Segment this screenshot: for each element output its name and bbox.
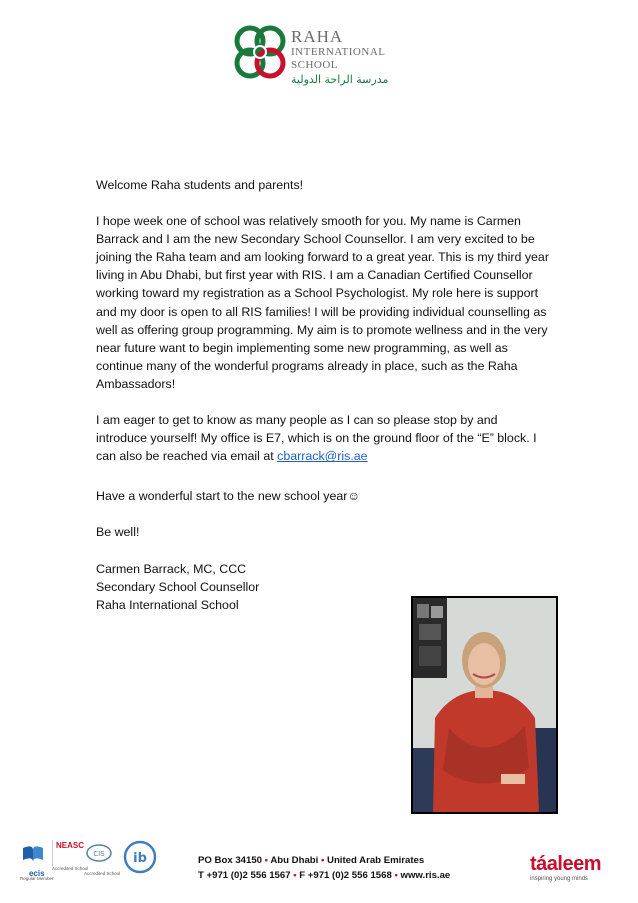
- ecis-logo-icon: [20, 840, 46, 866]
- bullet-separator: •: [394, 870, 398, 881]
- spacer: [96, 542, 551, 560]
- logo-school: SCHOOL: [291, 59, 339, 71]
- taaleem-brand: [530, 854, 601, 882]
- neasc-logo-icon: [52, 840, 85, 866]
- letter-greeting: Welcome Raha students and parents!: [96, 178, 304, 192]
- country: United Arab Emirates: [327, 855, 425, 866]
- neasc-sub: Accredited School: [52, 866, 89, 871]
- logo-arabic-name: مدرسة الراحة الدولية: [291, 73, 389, 86]
- portrait-illustration-icon: [413, 598, 556, 812]
- neasc-name: NEASC: [56, 841, 85, 850]
- cis-badge: [84, 840, 120, 876]
- website-link[interactable]: www.ris.ae: [400, 870, 451, 881]
- letter-sign-off: Be well!: [96, 525, 140, 540]
- ib-logo-text: ib: [133, 851, 147, 866]
- ib-badge: [123, 840, 157, 879]
- po-box: PO Box 34150: [198, 855, 262, 866]
- raha-logo-emblem-icon: [229, 22, 291, 84]
- cis-logo-icon: [84, 840, 114, 866]
- bullet-separator: •: [293, 870, 297, 881]
- logo-raha: RAHA: [291, 27, 344, 46]
- spacer: [96, 465, 551, 487]
- bullet-separator: •: [264, 855, 269, 866]
- cis-logo-text: CIS: [93, 850, 105, 858]
- ecis-sub: Regular Member: [20, 876, 54, 881]
- contact-text: I am eager to get to know as many people as I can so please stop by and introduce yourself! My office is E7, which is on the ground floor of the “E” block. I can also be reached via email at: [96, 413, 537, 464]
- cis-sub: Accredited School: [84, 871, 121, 876]
- ecis-name: ecis: [28, 869, 45, 878]
- letter-body: [96, 176, 551, 614]
- letter-paragraph-contact: [96, 411, 551, 465]
- signature-title: Secondary School Counsellor: [96, 579, 260, 594]
- footer-contact: [198, 853, 488, 883]
- city: Abu Dhabi: [270, 855, 319, 866]
- signature-name: Carmen Barrack, MC, CCC: [96, 561, 247, 576]
- logo-international: INTERNATIONAL: [291, 46, 386, 58]
- ib-logo-icon: [123, 840, 157, 874]
- spacer: [96, 505, 551, 523]
- taaleem-tagline: inspiring young minds: [530, 876, 589, 882]
- telephone: T +971 (0)2 556 1567: [198, 870, 291, 881]
- bullet-separator: •: [320, 855, 325, 866]
- letter-closing-line: Have a wonderful start to the new school year☺: [96, 489, 361, 504]
- signature-school: Raha International School: [96, 597, 239, 612]
- ecis-badge: [20, 840, 54, 881]
- address-row: [198, 853, 488, 868]
- school-logo: [229, 22, 399, 92]
- spacer: [96, 194, 551, 212]
- footer: [0, 830, 638, 903]
- email-link[interactable]: cbarrack@ris.ae: [277, 449, 368, 464]
- counsellor-photo: [411, 596, 558, 814]
- logo-wordmark: [291, 28, 388, 88]
- phone-row: [198, 868, 488, 883]
- neasc-badge: [52, 840, 88, 871]
- fax: F +971 (0)2 556 1568: [299, 870, 392, 881]
- spacer: [96, 393, 551, 411]
- letter-paragraph-intro: I hope week one of school was relatively smooth for you. My name is Carmen Barrack and I am the new Secondary School Counsellor. I am very excited to be joining the Raha team and am looking forward to a great year. This is my third year living in Abu Dhabi, but first year with RIS. I am a Canadian Certified Counsellor working toward my registration as a School Psychologist. My role here is support and my door is open to all RIS families! I will be providing individual counselling as well as offering group programming. My aim is to promote wellness and in the very near future want to begin implementing some new programming, as well as continue many of the wonderful programs already in place, such as the Raha Ambassadors!: [96, 214, 549, 391]
- taaleem-wordmark: táaleem: [530, 853, 601, 875]
